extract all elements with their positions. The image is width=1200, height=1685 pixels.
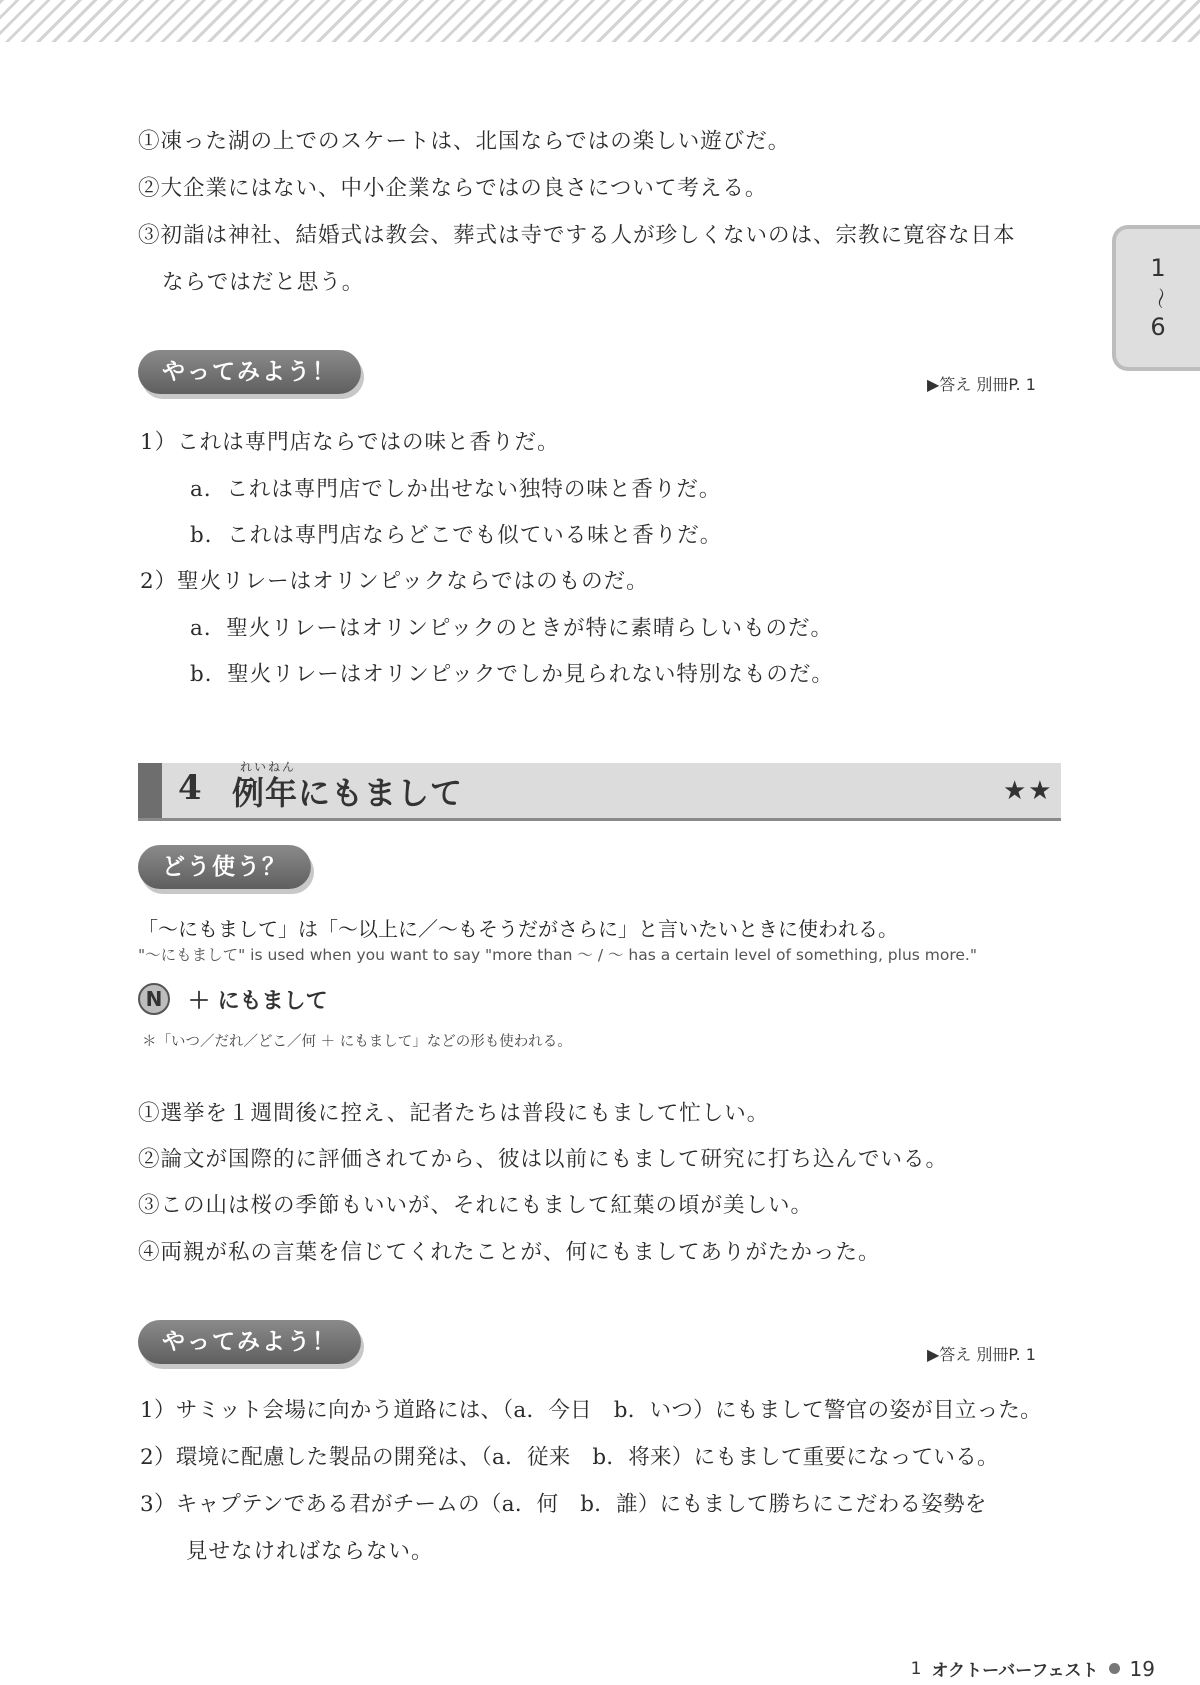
example-line: ①選挙を１週間後に控え、記者たちは普段にもまして忙しい。 bbox=[138, 1101, 770, 1126]
section-title-ruby: れいねん bbox=[240, 760, 297, 774]
question-line-continued: 見せなければならない。 bbox=[186, 1539, 434, 1564]
choice-line[interactable]: b．これは専門店ならどこでも似ている味と香りだ。 bbox=[190, 523, 723, 548]
practice-heading: やってみよう！ bbox=[138, 1320, 361, 1364]
bullet-icon bbox=[1109, 1663, 1120, 1674]
practice-heading: やってみよう！ bbox=[138, 350, 361, 394]
noun-badge: N bbox=[138, 983, 170, 1015]
answer-reference[interactable]: ▶答え 別冊P. 1 bbox=[927, 1345, 1036, 1364]
usage-english: "〜にもまして" is used when you want to say "more than 〜 / 〜 has a certain level of something, plus more." bbox=[138, 946, 977, 964]
chapter-range-tilde: 〜 bbox=[1146, 286, 1172, 310]
grammar-pattern-text: ＋ にもまして bbox=[188, 988, 328, 1014]
header-hatch-band bbox=[0, 0, 1200, 42]
example-line: ④両親が私の言葉を信じてくれたことが、何にもましてありがたかった。 bbox=[138, 1240, 881, 1265]
usage-heading: どう使う？ bbox=[138, 845, 311, 889]
chapter-range-end: 6 bbox=[1150, 313, 1166, 342]
question-line[interactable]: 1）サミット会場に向かう道路には、（a．今日 b．いつ）にもまして警官の姿が目立った。 bbox=[140, 1398, 1042, 1423]
answer-reference[interactable]: ▶答え 別冊P. 1 bbox=[927, 375, 1036, 394]
usage-explanation: 「〜にもまして」は「〜以上に／〜もそうだがさらに」と言いたいときに使われる。 bbox=[138, 917, 898, 941]
section-header-accent bbox=[138, 763, 162, 818]
usage-note: ＊「いつ／だれ／どこ／何 ＋ にもまして」などの形も使われる。 bbox=[142, 1034, 572, 1050]
choice-line[interactable]: a．これは専門店でしか出せない独特の味と香りだ。 bbox=[190, 477, 722, 502]
choice-line[interactable]: a．聖火リレーはオリンピックのときが特に素晴らしいものだ。 bbox=[190, 616, 833, 641]
question-line[interactable]: 2）環境に配慮した製品の開発は、（a．従来 b．将来）にもまして重要になっている。 bbox=[140, 1445, 999, 1470]
example-line: ①凍った湖の上でのスケートは、北国ならではの楽しい遊びだ。 bbox=[138, 129, 791, 154]
example-line: ②大企業にはない、中小企業ならではの良さについて考える。 bbox=[138, 176, 768, 201]
page-footer bbox=[911, 1656, 1155, 1681]
section-number: 4 bbox=[178, 768, 202, 808]
difficulty-stars: ★★ bbox=[1003, 776, 1054, 806]
choice-line[interactable]: b．聖火リレーはオリンピックでしか見られない特別なものだ。 bbox=[190, 662, 834, 687]
chapter-number: 1 bbox=[910, 1658, 922, 1679]
chapter-range-tab[interactable] bbox=[1112, 225, 1200, 371]
example-line-continued: ならではだと思う。 bbox=[162, 270, 365, 295]
question-line: 2）聖火リレーはオリンピックならではのものだ。 bbox=[140, 569, 649, 594]
example-line: ③この山は桜の季節もいいが、それにもまして紅葉の頃が美しい。 bbox=[138, 1193, 814, 1218]
question-line: 1）これは専門店ならではの味と香りだ。 bbox=[140, 430, 560, 455]
example-line: ②論文が国際的に評価されてから、彼は以前にもまして研究に打ち込んでいる。 bbox=[138, 1147, 949, 1172]
chapter-title: オクトーバーフェスト bbox=[931, 1661, 1099, 1681]
example-line: ③初詣は神社、結婚式は教会、葬式は寺でする人が珍しくないのは、宗教に寛容な日本 bbox=[138, 223, 1016, 248]
chapter-range-start: 1 bbox=[1150, 253, 1166, 282]
grammar-pattern bbox=[138, 983, 328, 1015]
page-number: 19 bbox=[1129, 1656, 1155, 1681]
section-title: 例年にもまして bbox=[232, 774, 464, 812]
question-line[interactable]: 3）キャプテンである君がチームの（a．何 b．誰）にもまして勝ちにこだわる姿勢を bbox=[140, 1492, 987, 1517]
